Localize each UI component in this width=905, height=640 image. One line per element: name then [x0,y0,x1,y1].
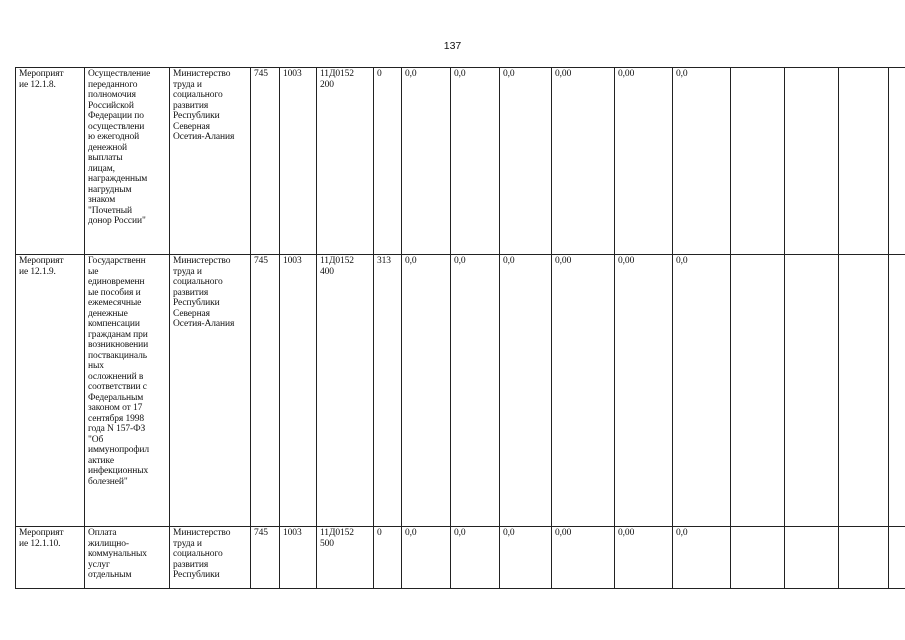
page-number: 137 [443,40,462,52]
value-cell: 0,0 [673,255,731,527]
program-activities-table [15,67,905,589]
value-cell: 0,00 [552,527,615,589]
grbs-code: 745 [251,68,280,255]
table-row [16,68,905,255]
empty-cell [889,255,905,527]
empty-cell [785,527,839,589]
value-cell: 0,0 [451,255,500,527]
value-cell: 0,00 [615,255,673,527]
empty-cell [731,68,785,255]
value-cell: 0,0 [500,527,552,589]
value-cell: 0,00 [552,255,615,527]
value-cell: 0,0 [402,255,451,527]
responsible-executor: Министерство труда и социального развития Республики Северная Осетия-Алания [170,68,251,255]
table-row [16,255,905,527]
grbs-code: 745 [251,255,280,527]
activity-description: Осуществление переданного полномочия Российской Федерации по осуществлени ю ежегодной денежной выплаты лицам, награжденным нагрудным знаком "Почетный донор России" [85,68,170,255]
value-cell: 0,0 [451,68,500,255]
value-cell: 0,00 [552,68,615,255]
activity-number: Мероприят ие 12.1.10. [16,527,85,589]
value-cell: 0,0 [500,255,552,527]
grbs-code: 745 [251,527,280,589]
responsible-executor: Министерство труда и социального развития Республики [170,527,251,589]
value-cell: 0,0 [402,68,451,255]
value-cell: 0,0 [500,68,552,255]
empty-cell [785,68,839,255]
activity-number: Мероприят ие 12.1.8. [16,68,85,255]
empty-cell [785,255,839,527]
value-cell: 0,0 [673,527,731,589]
target-item-code: 11Д0152 200 [317,68,374,255]
value-cell: 0,00 [615,527,673,589]
value-cell: 0,0 [402,527,451,589]
responsible-executor: Министерство труда и социального развития Республики Северная Осетия-Алания [170,255,251,527]
expense-type-code: 0 [374,68,402,255]
expense-type-code: 0 [374,527,402,589]
activity-number: Мероприят ие 12.1.9. [16,255,85,527]
empty-cell [839,68,889,255]
empty-cell [889,527,905,589]
activity-description: Оплата жилищно- коммунальных услуг отдельным [85,527,170,589]
value-cell: 0,00 [615,68,673,255]
empty-cell [839,527,889,589]
empty-cell [731,255,785,527]
section-code: 1003 [280,527,317,589]
section-code: 1003 [280,255,317,527]
empty-cell [731,527,785,589]
target-item-code: 11Д0152 400 [317,255,374,527]
value-cell: 0,0 [673,68,731,255]
target-item-code: 11Д0152 500 [317,527,374,589]
expense-type-code: 313 [374,255,402,527]
activity-description: Государственн ые единовременн ые пособия и ежемесячные денежные компенсации гражданам при возникновении поствакциналь ных осложнений в соответствии с Федеральным законом от 17 сентября 1998 года N 157-ФЗ "Об иммунопрофил актике инфекционных болезней" [85,255,170,527]
table-row [16,527,905,589]
section-code: 1003 [280,68,317,255]
value-cell: 0,0 [451,527,500,589]
empty-cell [889,68,905,255]
empty-cell [839,255,889,527]
